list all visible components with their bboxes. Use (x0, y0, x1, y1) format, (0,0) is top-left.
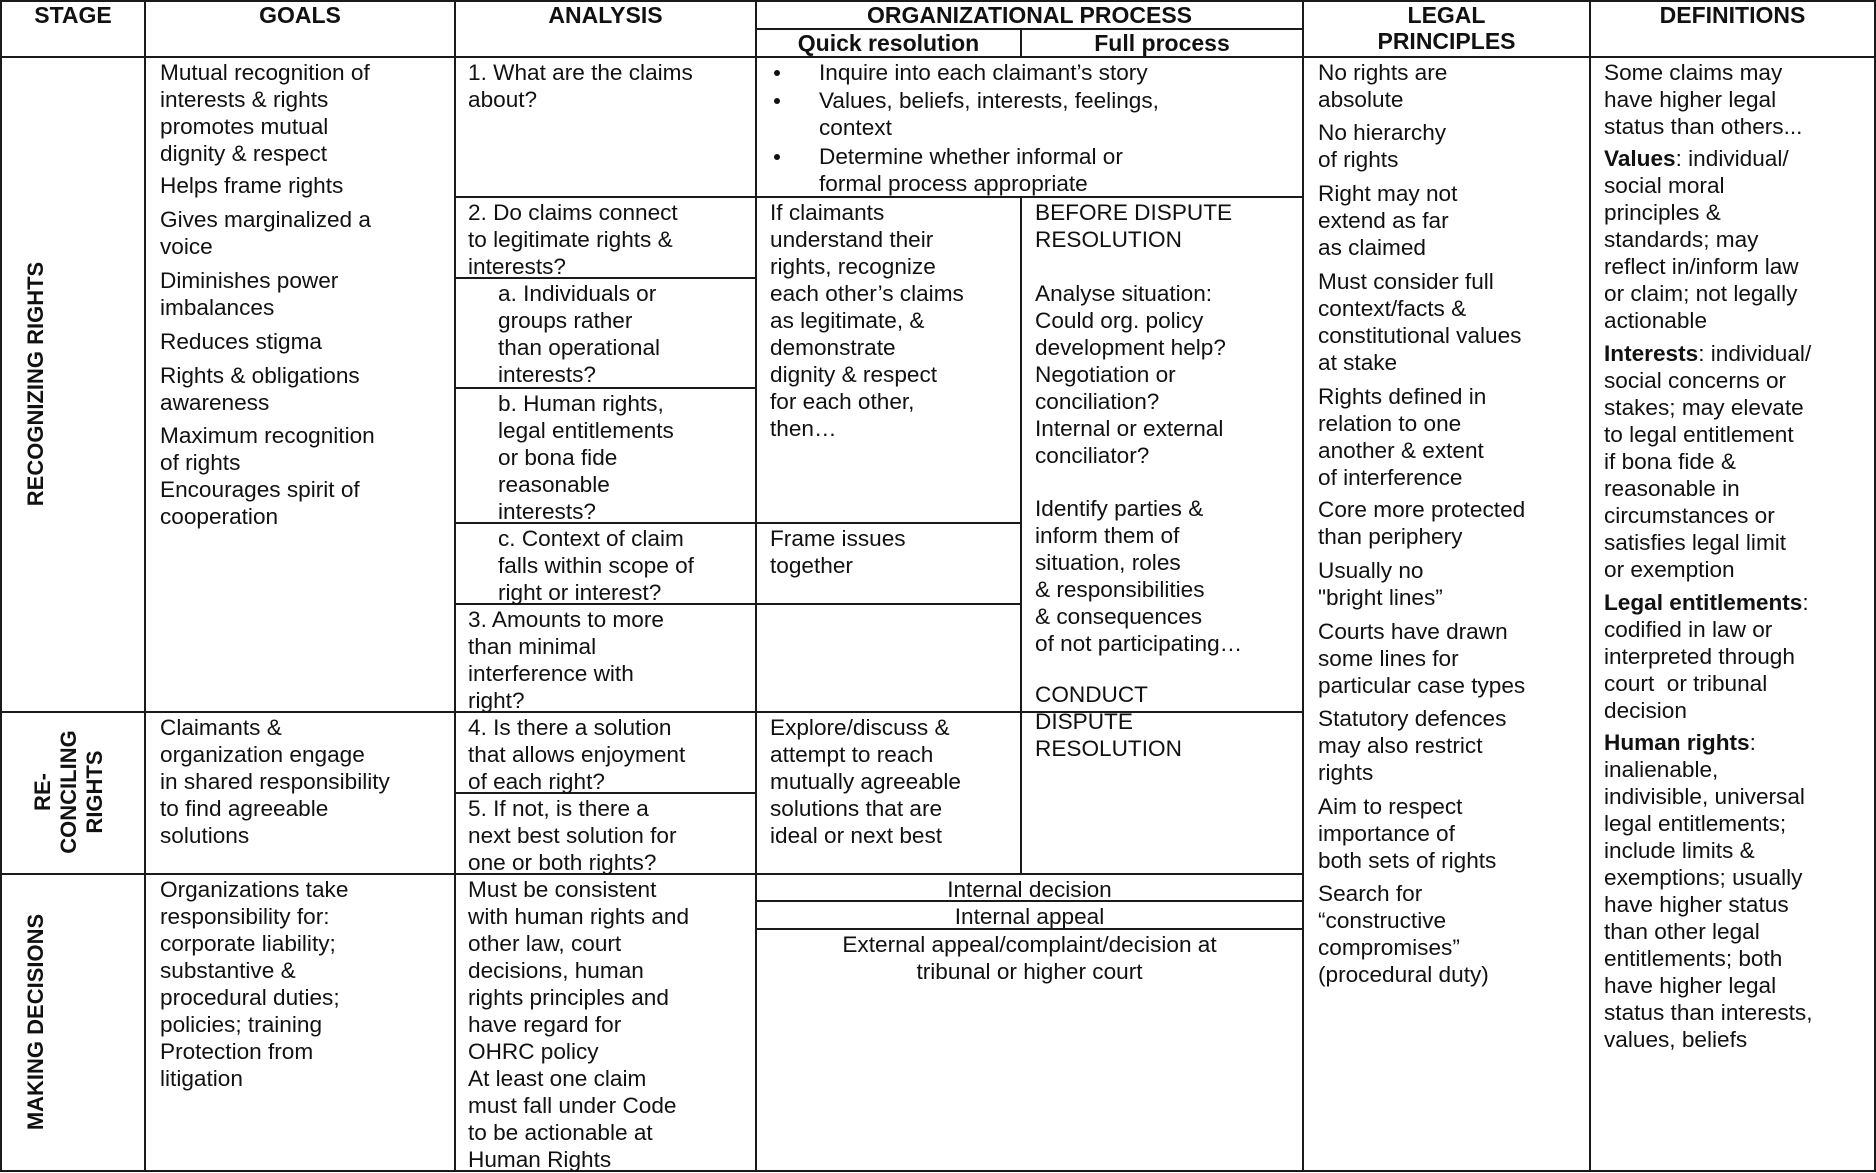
legal-principle: Rights defined in relation to one another & extent of interference (1318, 384, 1487, 490)
internal-decision: Internal decision (947, 877, 1112, 902)
analysis-question: 4. Is there a solution that allows enjoyment of each right? (468, 715, 686, 794)
goal-text: Diminishes power imbalances (160, 268, 339, 320)
external-appeal: External appeal/complaint/decision at tribunal or higher court (842, 932, 1217, 984)
full-process-text: BEFORE DISPUTE RESOLUTION (1035, 200, 1233, 252)
quick-resolution-text: If claimants understand their rights, recognize each other’s claims as legitimate, & demonstrate dignity & respect for each other, then… (770, 200, 964, 441)
col-divider (1020, 196, 1022, 875)
goal-text: Mutual recognition of interests & rights promotes mutual dignity & respect (160, 60, 370, 166)
stage-recognizing-rights: RECOGNIZING RIGHTS (23, 261, 48, 507)
header-divider (0, 56, 1876, 58)
definition-term: Legal entitlements (1604, 590, 1803, 615)
analysis-question: 1. What are the claims about? (468, 60, 693, 112)
legal-principle: Must consider full context/facts & constitutional values at stake (1318, 269, 1522, 375)
definition-body: : codified in law or interpreted through court or tribunal decision (1604, 590, 1809, 723)
header-legal-principles: LEGAL PRINCIPLES (1377, 2, 1516, 54)
legal-principle: Usually no "bright lines” (1318, 558, 1443, 610)
quick-resolution-text: Frame issues together (770, 526, 906, 578)
header-analysis: ANALYSIS (548, 2, 663, 28)
process-bullet-text: Determine whether informal or formal process appropriate (819, 144, 1123, 196)
goal-text: Reduces stigma (160, 329, 322, 354)
process-bullet-text: Values, beliefs, interests, feelings, context (819, 88, 1159, 140)
goal-text: Helps frame rights (160, 173, 344, 198)
stage-reconciling-rights: RE- CONCILING RIGHTS (30, 730, 107, 854)
header-stage: STAGE (34, 2, 112, 28)
analysis-subquestion: a. Individuals or groups rather than operational interests? (498, 281, 661, 387)
analysis-question: 5. If not, is there a next best solution for one or both rights? (468, 796, 677, 875)
definition-legal-entitlements (1604, 589, 1809, 724)
legal-principle: No rights are absolute (1318, 60, 1448, 112)
full-process-text: CONDUCT DISPUTE RESOLUTION (1035, 682, 1182, 761)
legal-principle: No hierarchy of rights (1318, 120, 1447, 172)
definition-human-rights (1604, 729, 1812, 1053)
definition-body: : individual/ social moral principles & standards; may reflect in/inform law or claim; not legally actionable (1604, 146, 1799, 333)
col-divider (755, 0, 757, 1172)
goal-text: Claimants & organization engage in shared responsibility to find agreeable solutions (160, 715, 390, 848)
goal-text: Gives marginalized a voice (160, 207, 371, 259)
legal-principle: Statutory defences may also restrict rights (1318, 706, 1507, 785)
table-border-left (0, 0, 2, 1172)
full-process-text: Identify parties & inform them of situation, roles & responsibilities & consequences of not participating… (1035, 496, 1243, 656)
header-organizational-process: ORGANIZATIONAL PROCESS (867, 2, 1192, 28)
goal-text: Rights & obligations awareness (160, 363, 360, 415)
analysis-question: 2. Do claims connect to legitimate rights & interests? (468, 200, 678, 279)
analysis-subquestion: b. Human rights, legal entitlements or bona fide reasonable interests? (498, 391, 674, 524)
definition-intro: Some claims may have higher legal status than others... (1604, 60, 1803, 139)
full-process-text: Analyse situation: Could org. policy development help? Negotiation or conciliation? Internal or external conciliator? (1035, 281, 1226, 468)
bullet-icon (774, 154, 780, 160)
header-full-process: Full process (1094, 30, 1230, 56)
goal-text: Maximum recognition of rights Encourages spirit of cooperation (160, 423, 375, 529)
legal-principle: Aim to respect importance of both sets of rights (1318, 794, 1497, 873)
definition-term: Interests (1604, 341, 1699, 366)
header-definitions: DEFINITIONS (1659, 2, 1806, 28)
goal-text: Organizations take responsibility for: corporate liability; substantive & procedural duties; policies; training Protection from litigation (160, 877, 349, 1091)
quick-resolution-text: Explore/discuss & attempt to reach mutually agreeable solutions that are ideal or next best (770, 715, 961, 848)
bullet-icon (774, 70, 780, 76)
bullet-icon (774, 98, 780, 104)
col-divider (1302, 0, 1304, 1172)
col-divider (454, 0, 456, 1172)
internal-appeal: Internal appeal (954, 904, 1105, 929)
analysis-subquestion: c. Context of claim falls within scope of right or interest? (498, 526, 694, 605)
stage-making-decisions: MAKING DECISIONS (23, 913, 48, 1131)
analysis-question: 3. Amounts to more than minimal interference with right? (468, 607, 664, 713)
definition-values (1604, 145, 1799, 334)
process-bullet-text: Inquire into each claimant’s story (819, 60, 1148, 85)
col-divider (144, 0, 146, 1172)
legal-principle: Search for “constructive compromises” (procedural duty) (1318, 881, 1489, 987)
col-divider (1589, 0, 1591, 1172)
legal-principle: Courts have drawn some lines for particular case types (1318, 619, 1526, 698)
definition-term: Human rights (1604, 730, 1750, 755)
definition-term: Values (1604, 146, 1676, 171)
table-border-bottom (0, 1170, 1876, 1172)
header-goals: GOALS (259, 2, 341, 28)
legal-principle: Right may not extend as far as claimed (1318, 181, 1458, 260)
definition-body: : inalienable, indivisible, universal legal entitlements; include limits & exemptions; usually have higher status than other legal entitlements; both have higher legal status than interests, values, beliefs (1604, 730, 1813, 1052)
definition-body: : individual/ social concerns or stakes; may elevate to legal entitlement if bona fide & reasonable in circumstances or satisfies legal limit or exemption (1604, 341, 1812, 582)
definition-interests (1604, 340, 1811, 583)
legal-principle: Core more protected than periphery (1318, 497, 1526, 549)
analysis-question: Must be consistent with human rights and other law, court decisions, human rights principles and have regard for OHRC policy At least one claim must fall under Code to be actionable at Human Rights (468, 877, 690, 1172)
header-quick-resolution: Quick resolution (797, 30, 980, 56)
